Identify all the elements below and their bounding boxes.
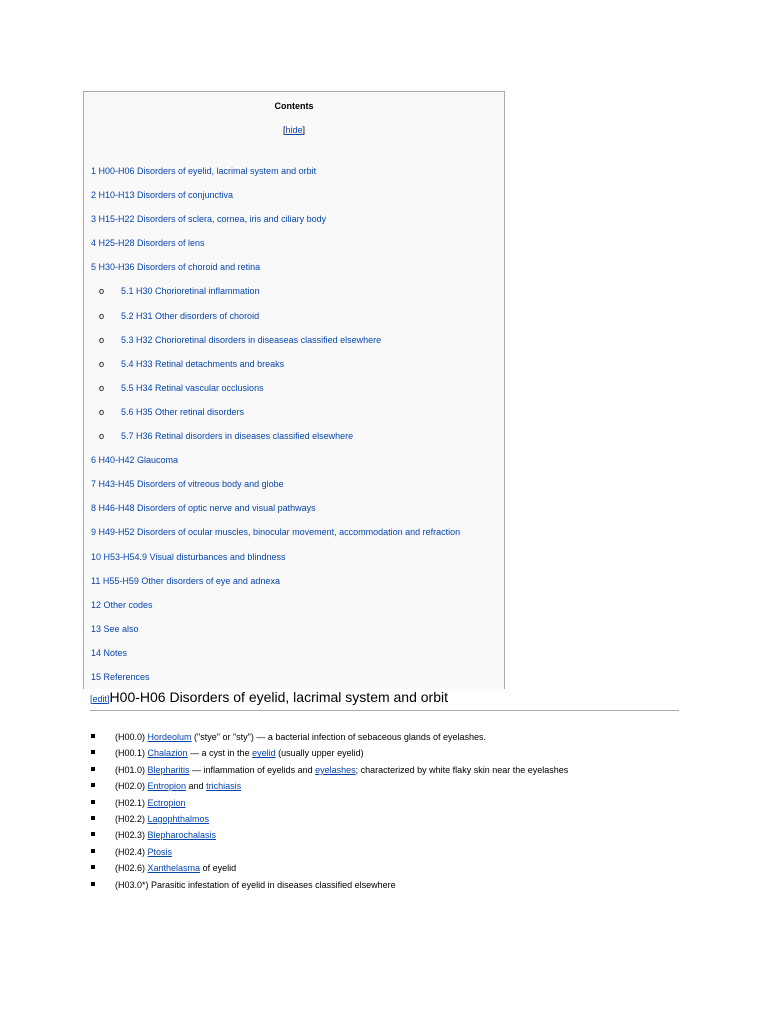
toc-item[interactable] [84,647,504,671]
toc-subitem[interactable] [84,358,504,382]
entry-text: — a cyst in the [187,748,253,759]
entry-text: (H01.0) [115,764,148,775]
entry-text: ("stye" or "sty") — a bacterial infection of sebaceous glands of eyelashes. [191,732,486,742]
toc-item-label: 6 H40-H42 Glaucoma [91,455,179,466]
toc-item-label: 11 H55-H59 Other disorders of eye and adnexa [91,575,280,586]
toc-item-label: 5.6 H35 Other retinal disorders [121,406,245,417]
toc-item-label: 15 References [91,671,150,682]
entry-text: (H02.1) [115,797,148,808]
term-link[interactable]: eyelid [252,748,276,759]
toc-item-label: 3 H15-H22 Disorders of sclera, cornea, iris and ciliary body [91,214,327,225]
toc-toggle-close-bracket: ] [302,125,306,135]
entry-text: (usually upper eyelid) [275,748,364,759]
entry-text: and [186,781,207,792]
toc-item-label: 9 H49-H52 Disorders of ocular muscles, binocular movement, accommodation and refraction [91,527,461,538]
toc-item-label: 2 H10-H13 Disorders of conjunctiva [91,190,234,201]
term-link[interactable]: Hordeolum [147,732,192,742]
toc-toggle [84,125,504,135]
list-item [90,780,568,796]
term-link[interactable]: Ptosis [147,846,173,857]
toc-item-label: 5.7 H36 Retinal disorders in diseases classified elsewhere [121,431,354,442]
list-item [90,829,568,845]
term-link[interactable]: Xanthelasma [147,863,201,874]
toc-subitem[interactable] [84,334,504,358]
toc-item-label: 5.1 H30 Chorioretinal inflammation [121,286,260,297]
edit-link[interactable] [90,689,110,706]
toc-sub-bullet: o [99,382,105,393]
toc-title: Contents [274,101,314,111]
toc-item[interactable] [84,237,504,261]
term-link[interactable]: Blepharochalasis [147,830,217,841]
entry-text: ; characterized by white flaky skin near the eyelashes [355,764,569,775]
toc-item[interactable] [84,575,504,599]
toc-item-label: 10 H53-H54.9 Visual disturbances and blindness [91,551,286,562]
square-bullet-icon [91,767,95,771]
square-bullet-icon [91,734,95,738]
toc-item-label: 4 H25-H28 Disorders of lens [91,238,205,249]
section-title: H00-H06 Disorders of eyelid, lacrimal system and orbit [109,689,449,705]
toc-item[interactable] [84,502,504,526]
entry-text: (H02.4) [115,846,148,857]
toc-sub-bullet: o [99,334,105,345]
square-bullet-icon [91,783,95,787]
toc-item-label: 8 H46-H48 Disorders of optic nerve and visual pathways [91,503,316,514]
square-bullet-icon [91,832,95,836]
toc-item-label: 5.3 H32 Chorioretinal disorders in diseaseas classified elsewhere [121,334,382,345]
list-item [90,879,568,895]
toc-item-label: 5.4 H33 Retinal detachments and breaks [121,358,285,369]
term-link[interactable]: eyelashes [315,764,356,775]
toc-subitem[interactable] [84,285,504,309]
toc-item[interactable] [84,478,504,502]
toc-item[interactable] [84,526,504,550]
list-item [90,862,568,878]
term-link[interactable]: Chalazion [147,748,188,759]
entry-text: (H02.0) [115,781,148,792]
toc-list [84,165,504,695]
toc-item-label: 5.2 H31 Other disorders of choroid [121,310,260,321]
square-bullet-icon [91,800,95,804]
table-of-contents [83,91,505,689]
toc-item[interactable] [84,261,504,285]
toc-item-label: 13 See also [91,623,139,634]
toc-item[interactable] [84,551,504,575]
toc-sub-bullet: o [99,286,105,297]
toc-item-label: 5 H30-H36 Disorders of choroid and retina [91,262,261,273]
list-item [90,797,568,813]
toc-subitem[interactable] [84,382,504,406]
toc-sub-bullet: o [99,406,105,417]
edit-close-bracket: ] [107,694,110,704]
toc-item[interactable] [84,454,504,478]
toc-sub-bullet: o [99,431,105,442]
toc-subitem[interactable] [84,430,504,454]
toc-item[interactable] [84,213,504,237]
entry-text: (H03.0*) Parasitic infestation of eyelid in diseases classified elsewhere [115,879,396,890]
square-bullet-icon [91,882,95,886]
toc-item[interactable] [84,165,504,189]
entry-text: of eyelid [200,863,237,874]
list-item [90,846,568,862]
toc-subitem[interactable] [84,310,504,334]
list-item [90,813,568,829]
square-bullet-icon [91,849,95,853]
term-link[interactable]: Ectropion [147,797,186,808]
term-link[interactable]: Entropion [147,781,187,792]
edit-open-bracket: [ [90,694,93,704]
toc-toggle-open-bracket: [ [282,125,286,135]
toc-item-label: 1 H00-H06 Disorders of eyelid, lacrimal system and orbit [91,166,317,176]
entry-text: (H00.0) [115,732,148,742]
square-bullet-icon [91,865,95,869]
toc-item-label: 12 Other codes [91,599,153,610]
toc-item[interactable] [84,623,504,647]
disorder-list [90,731,568,895]
term-link[interactable]: trichiasis [206,781,242,792]
toc-item-label: 5.5 H34 Retinal vascular occlusions [121,382,264,393]
term-link[interactable]: Lagophthalmos [147,813,210,824]
entry-text: — inflammation of eyelids and [189,764,316,775]
list-item [90,747,568,763]
square-bullet-icon [91,816,95,820]
toc-item[interactable] [84,599,504,623]
entry-text: (H02.6) [115,863,148,874]
term-link[interactable]: Blepharitis [147,764,190,775]
toc-sub-bullet: o [99,358,105,369]
entry-text: (H00.1) [115,748,148,759]
list-item [90,764,568,780]
toc-sub-bullet: o [99,310,105,321]
toc-item-label: 7 H43-H45 Disorders of vitreous body and globe [91,479,284,490]
toc-item[interactable] [84,189,504,213]
entry-text: (H02.3) [115,830,148,841]
section-heading [90,689,679,711]
toc-item-label: 14 Notes [91,647,128,658]
list-item [90,731,568,747]
entry-text: (H02.2) [115,813,148,824]
toc-subitem[interactable] [84,406,504,430]
edit-label: edit [92,694,108,704]
square-bullet-icon [91,750,95,754]
toc-hide-link[interactable]: hide [285,125,303,135]
